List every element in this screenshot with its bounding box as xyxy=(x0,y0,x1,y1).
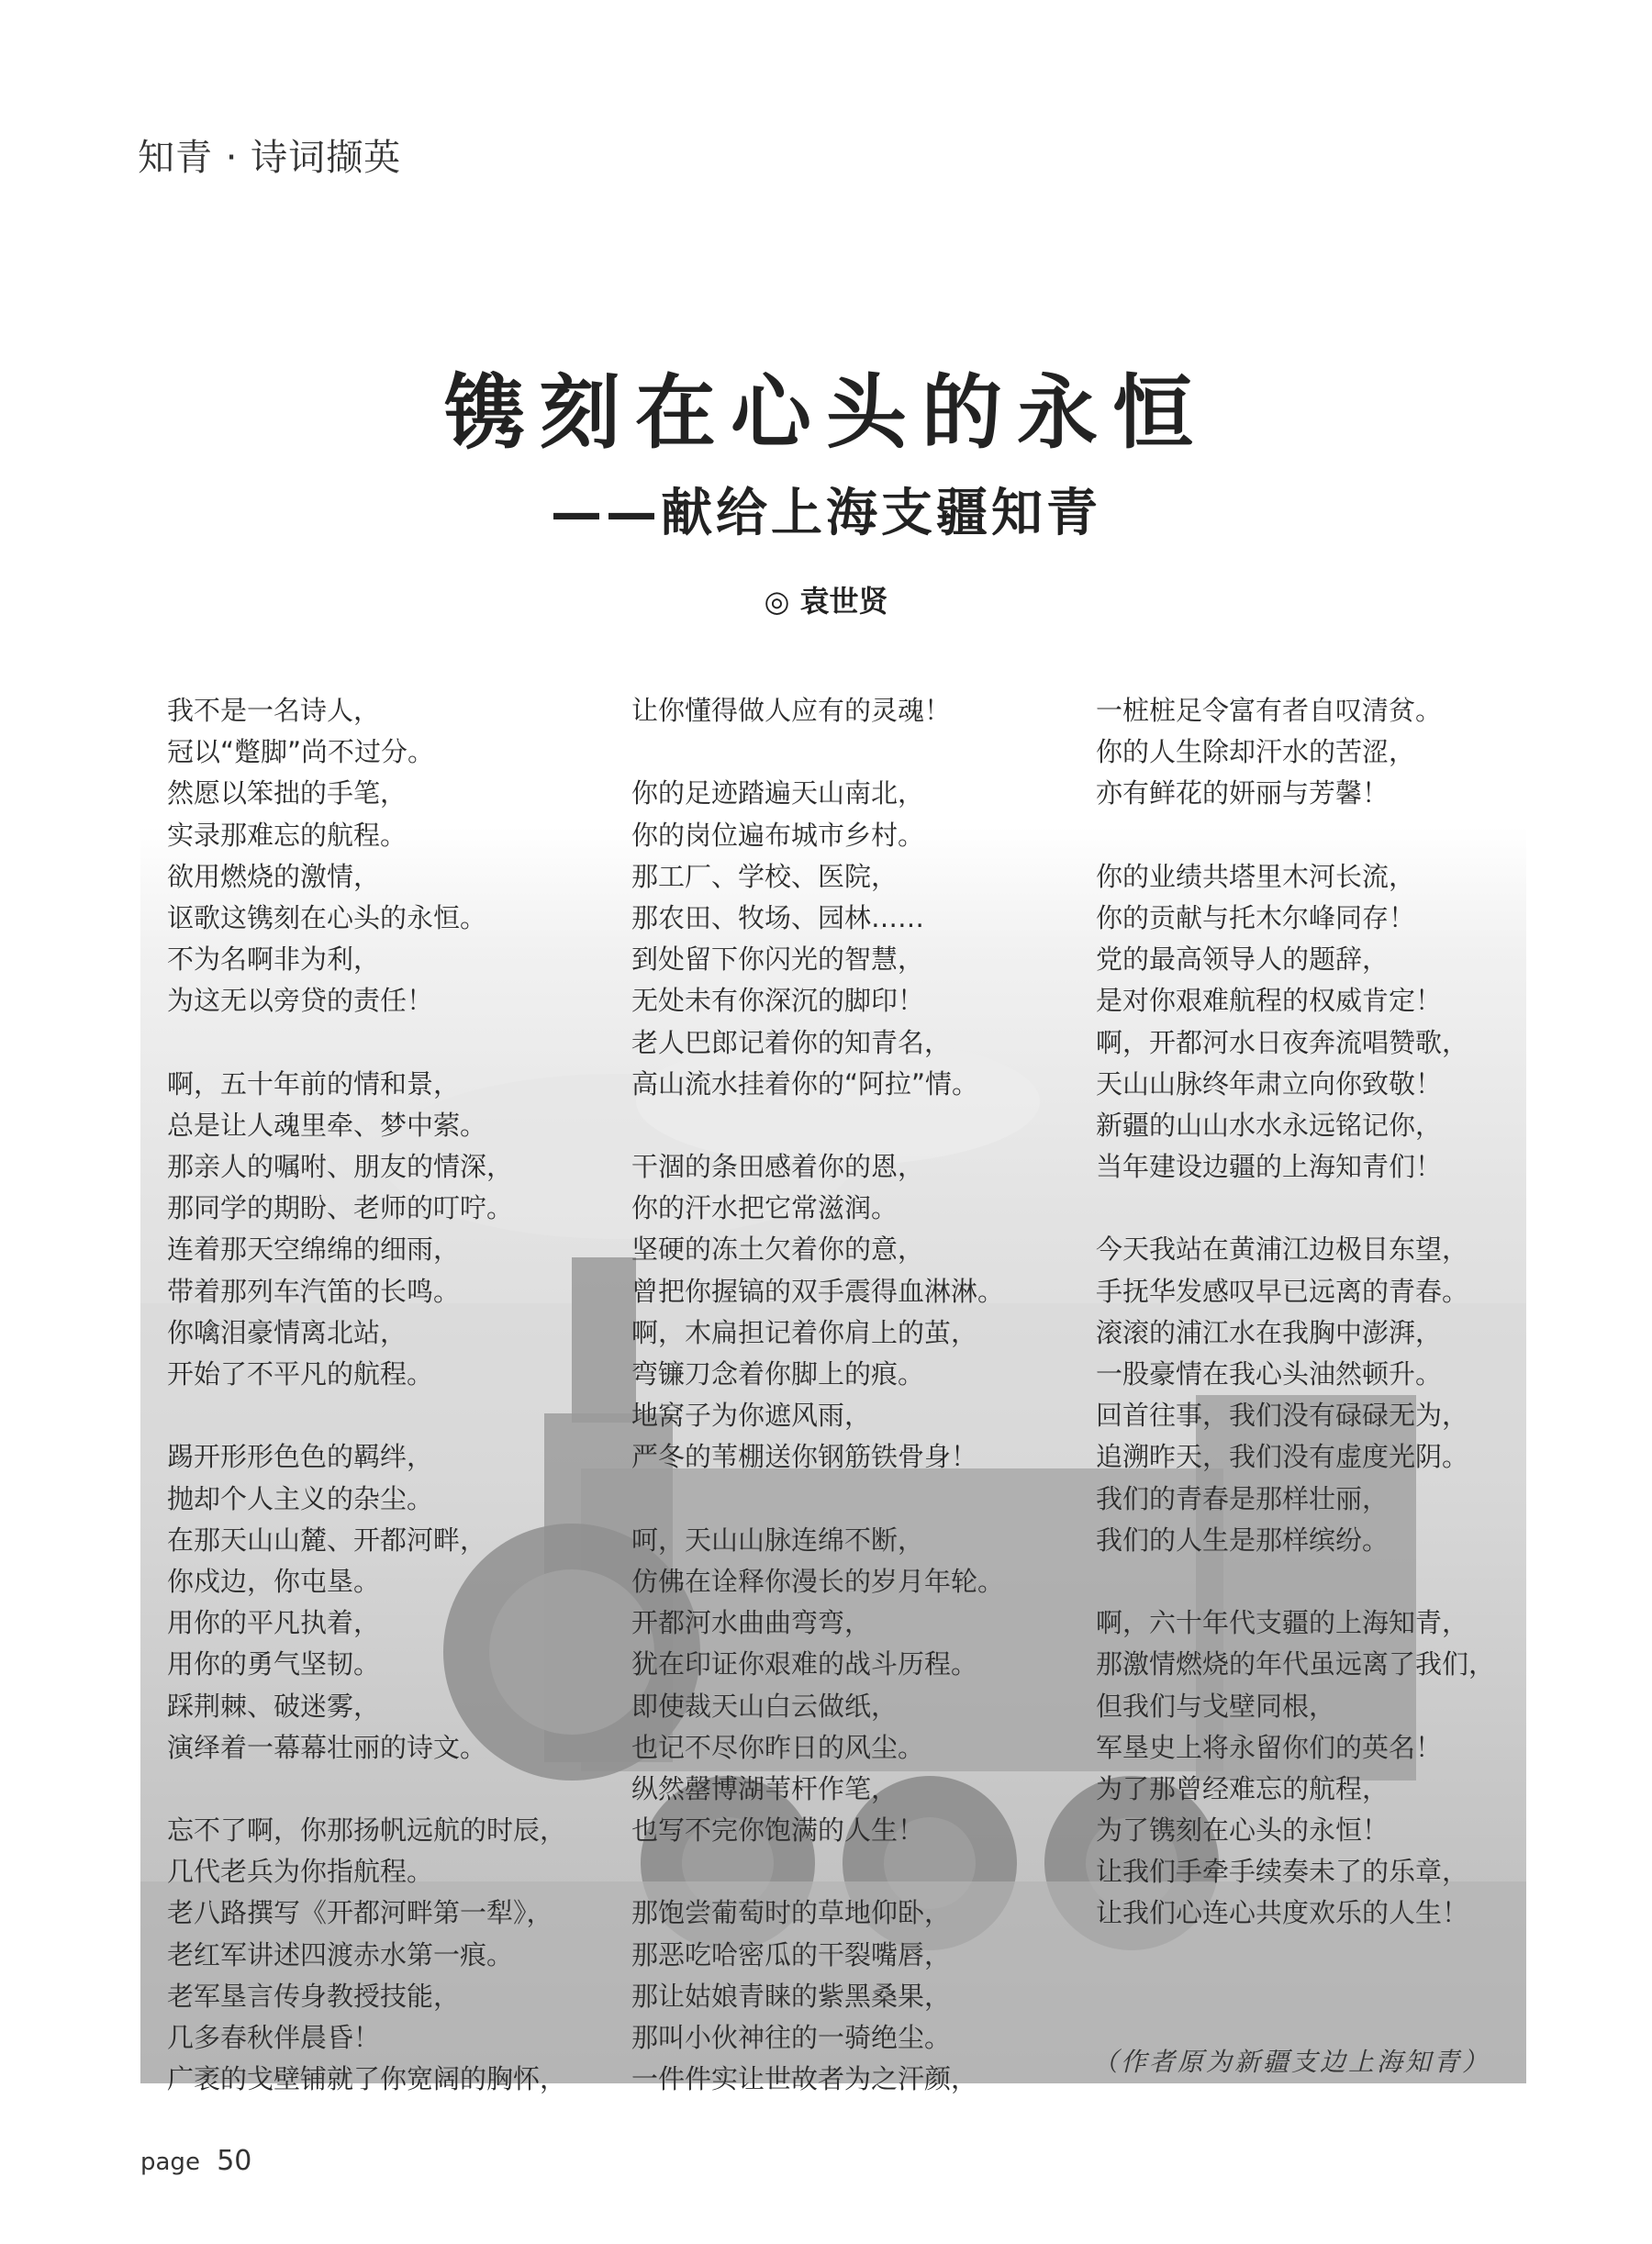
page-footer xyxy=(140,2145,251,2177)
poem-line: 你的岗位遍布城市乡村。 xyxy=(631,819,925,851)
poem-line: 你的汗水把它常滋润。 xyxy=(631,1192,899,1224)
poem-line: 天山山脉终年肃立向你致敬！ xyxy=(1096,1067,1443,1100)
poem-line: 那恶吃哈密瓜的干裂嘴唇， xyxy=(631,1938,952,1970)
poem-column-1 xyxy=(167,690,608,2100)
poem-line: 老人巴郎记着你的知青名， xyxy=(631,1026,952,1058)
poem-line xyxy=(1096,815,1536,856)
poem-line: 弯镰刀念着你脚上的痕。 xyxy=(631,1358,925,1390)
page-number: 50 xyxy=(217,2145,252,2177)
poem-line: 我不是一名诗人， xyxy=(167,695,381,726)
poem-line xyxy=(1096,1188,1536,1229)
poem-line: 到处留下你闪光的智慧， xyxy=(631,943,925,976)
poem-line: 为这无以旁贷的责任！ xyxy=(167,985,434,1017)
poem-line: 地窝子为你遮风雨， xyxy=(631,1400,872,1432)
poem-line: 你戍边，你屯垦。 xyxy=(167,1565,381,1597)
poem-line xyxy=(167,1022,608,1064)
poem-line: 那饱尝葡萄时的草地仰卧， xyxy=(631,1897,952,1929)
poem-line: 让你懂得做人应有的灵魂！ xyxy=(631,695,952,726)
poem-line: 你的业绩共塔里木河长流， xyxy=(1096,860,1416,892)
poem-line: 也记不尽你昨日的风尘。 xyxy=(631,1731,925,1763)
poem-line: 那叫小伙神往的一骑绝尘。 xyxy=(631,2022,952,2053)
poem-line: 当年建设边疆的上海知青们！ xyxy=(1096,1151,1443,1183)
poem-line: 总是让人魂里牵、梦中萦。 xyxy=(167,1109,487,1141)
poem-line: 广袤的戈壁铺就了你宽阔的胸怀， xyxy=(167,2063,567,2095)
poem-line xyxy=(167,1769,608,1810)
poem-line: 在那天山山麓、开都河畔， xyxy=(167,1524,487,1556)
article-author: ◎ 袁世贤 xyxy=(764,584,888,619)
poem-line: 演绎着一幕幕壮丽的诗文。 xyxy=(167,1731,487,1763)
poem-line: 军垦史上将永留你们的英名！ xyxy=(1096,1731,1443,1763)
poem-line: 不为名啊非为利， xyxy=(167,943,381,976)
poem-line: 严冬的苇棚送你钢筋铁骨身！ xyxy=(631,1441,978,1473)
poem-line: 但我们与戈壁同根， xyxy=(1096,1690,1336,1722)
poem-line: 那激情燃烧的年代虽远离了我们， xyxy=(1096,1648,1496,1680)
poem-line: 追溯昨天，我们没有虚度光阴。 xyxy=(1096,1441,1469,1473)
poem-line xyxy=(631,1479,1072,1520)
poem-line: 也写不完你饱满的人生！ xyxy=(631,1814,925,1847)
poem-line: 一股豪情在我心头油然顿升。 xyxy=(1096,1358,1443,1390)
poem-line: 然愿以笨拙的手笔， xyxy=(167,777,407,809)
poem-line: 让我们心连心共度欢乐的人生！ xyxy=(1096,1897,1469,1929)
poem-line: 即使裁天山白云做纸， xyxy=(631,1690,899,1722)
poem-line xyxy=(631,731,1072,773)
poem-line: 开始了不平凡的航程。 xyxy=(167,1358,434,1390)
poem-line: 党的最高领导人的题辞， xyxy=(1096,943,1390,976)
poem-line: 几多春秋伴晨昏！ xyxy=(167,2022,381,2053)
poem-line: 欲用燃烧的激情， xyxy=(167,860,381,892)
poem-line: 你噙泪豪情离北站， xyxy=(167,1316,407,1348)
article-subtitle: ——献给上海支疆知青 xyxy=(551,484,1101,543)
poem-line: 那农田、牧场、园林…… xyxy=(631,901,925,933)
poem-line: 高山流水挂着你的“阿拉”情。 xyxy=(631,1067,979,1100)
poem-line: 啊，开都河水日夜奔流唱赞歌， xyxy=(1096,1026,1469,1058)
poem-line: 干涸的条田感着你的恩， xyxy=(631,1151,925,1183)
poem-column-2 xyxy=(631,690,1072,2100)
poem-line: 连着那天空绵绵的细雨， xyxy=(167,1234,461,1266)
poem-line: 一件件实让世故者为之汗颜， xyxy=(631,2063,978,2095)
section-label: 知青 · 诗词撷英 xyxy=(138,137,402,179)
poem-line: 你的人生除却汗水的苦涩， xyxy=(1096,736,1416,768)
poem-line: 滚滚的浦江水在我胸中澎湃， xyxy=(1096,1316,1443,1348)
poem-line: 用你的勇气坚韧。 xyxy=(167,1648,381,1680)
poem-line: 实录那难忘的航程。 xyxy=(167,819,407,851)
poem-line xyxy=(1096,1561,1536,1602)
poem-line: 是对你艰难航程的权威肯定！ xyxy=(1096,985,1443,1017)
poem-line: 踢开形形色色的羁绊， xyxy=(167,1441,434,1473)
poem-line: 手抚华发感叹早已远离的青春。 xyxy=(1096,1275,1469,1307)
poem-line xyxy=(631,1105,1072,1146)
poem-line: 无处未有你深沉的脚印！ xyxy=(631,985,925,1017)
poem-line: 啊，六十年代支疆的上海知青， xyxy=(1096,1607,1469,1639)
page-label: page xyxy=(140,2149,200,2176)
poem-line: 让我们手牵手续奏未了的乐章， xyxy=(1096,1856,1469,1888)
poem-line: 冠以“蹩脚”尚不过分。 xyxy=(167,736,435,768)
poem-line: 忘不了啊，你那扬帆远航的时辰， xyxy=(167,1814,567,1847)
poem-line: 你的足迹踏遍天山南北， xyxy=(631,777,925,809)
poem-line: 带着那列车汽笛的长鸣。 xyxy=(167,1275,461,1307)
article-title: 镌刻在心头的永恒 xyxy=(443,365,1208,460)
poem-line: 我们的青春是那样壮丽， xyxy=(1096,1482,1390,1514)
poem-line: 几代老兵为你指航程。 xyxy=(167,1856,434,1888)
poem-line xyxy=(167,1395,608,1436)
poem-line: 踩荆棘、破迷雾， xyxy=(167,1690,381,1722)
poem-line: 我们的人生是那样缤纷。 xyxy=(1096,1524,1390,1556)
poem-line: 仿佛在诠释你漫长的岁月年轮。 xyxy=(631,1565,1005,1597)
poem-line: 用你的平凡执着， xyxy=(167,1607,381,1639)
poem-line: 为了镌刻在心头的永恒！ xyxy=(1096,1814,1390,1847)
poem-line: 亦有鲜花的妍丽与芳馨！ xyxy=(1096,777,1390,809)
poem-line: 那亲人的嘱咐、朋友的情深， xyxy=(167,1151,514,1183)
poem-line: 老八路撰写《开都河畔第一犁》， xyxy=(167,1897,553,1929)
poem-line: 开都河水曲曲弯弯， xyxy=(631,1607,872,1639)
poem-line: 那让姑娘青睐的紫黑桑果， xyxy=(631,1980,952,2012)
poem-line: 啊，五十年前的情和景， xyxy=(167,1067,461,1100)
poem-line: 老红军讲述四渡赤水第一痕。 xyxy=(167,1938,514,1970)
poem-line: 呵，天山山脉连绵不断， xyxy=(631,1524,925,1556)
poem-line: 那工厂、学校、医院， xyxy=(631,860,899,892)
poem-line: 新疆的山山水水永远铭记你， xyxy=(1096,1109,1443,1141)
poem-line: 讴歌这镌刻在心头的永恒。 xyxy=(167,901,487,933)
poem-line: 坚硬的冻土欠着你的意， xyxy=(631,1234,925,1266)
poem-line: 你的贡献与托木尔峰同存！ xyxy=(1096,901,1416,933)
poem-line xyxy=(631,1851,1072,1892)
poem-line: 为了那曾经难忘的航程， xyxy=(1096,1772,1390,1804)
poem-column-3 xyxy=(1096,690,1536,1935)
poem-line: 今天我站在黄浦江边极目东望， xyxy=(1096,1234,1469,1266)
poem-line: 曾把你握镐的双手震得血淋淋。 xyxy=(631,1275,1005,1307)
poem-line: 犹在印证你艰难的战斗历程。 xyxy=(631,1648,978,1680)
poem-line: 一桩桩足令富有者自叹清贫。 xyxy=(1096,695,1443,726)
author-note: （作者原为新疆支边上海知青） xyxy=(1092,2047,1491,2077)
poem-line: 纵然罄博湖苇杆作笔， xyxy=(631,1772,899,1804)
poem-line: 啊，木扁担记着你肩上的茧， xyxy=(631,1316,978,1348)
poem-line: 老军垦言传身教授技能， xyxy=(167,1980,461,2012)
poem-line: 抛却个人主义的杂尘。 xyxy=(167,1482,434,1514)
poem-line: 那同学的期盼、老师的叮咛。 xyxy=(167,1192,514,1224)
poem-line: 回首往事，我们没有碌碌无为， xyxy=(1096,1400,1469,1432)
